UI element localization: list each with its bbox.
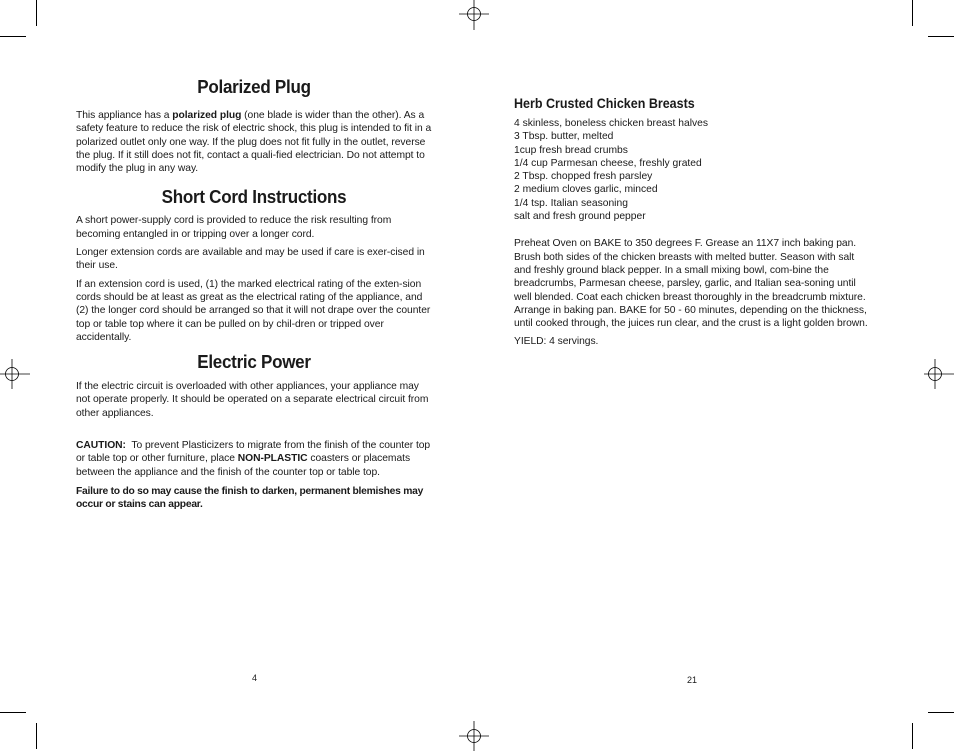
ingredient-item: 1/4 tsp. Italian seasoning [514, 197, 628, 209]
recipe-method: Preheat Oven on BAKE to 350 degrees F. Grease an 11X7 inch baking pan. Brush both sides of the chicken breasts with melted butter. Season with salt and freshly ground black pepper. In a small mixing bowl, com-bine the breadcrumbs, Parmesan cheese, parsley, garlic, and Italian sea-soning until well blended. Coat each chicken breast thoroughly in the breadcrumb mixture. Arrange in baking pan. BAKE for 50 - 60 minutes, depending on the thickness, until cooked through, the juices run clear, and the crust is a light golden brown. [514, 238, 868, 330]
ingredient-item: 2 Tbsp. chopped fresh parsley [514, 171, 653, 183]
ingredient-item: 1/4 cup Parmesan cheese, freshly grated [514, 157, 702, 169]
ingredient-item: 2 medium cloves garlic, minced [514, 184, 658, 196]
short-cord-paragraph: Longer extension cords are available and may be used if care is exer-cised in their use. [76, 247, 425, 272]
polarized-plug-text: This appliance has a polarized plug (one blade is wider than the other). As a safety feature to reduce the risk of electric shock, this plug is intended to fit in a polarized outlet only one way. If the plug does not fit fully in the outlet, reverse the plug. If it still does not fit, contact a quali-fied electrician. Do not attempt to modify the plug in any way. [76, 110, 432, 175]
ingredient-item: 4 skinless, boneless chicken breast halves [514, 118, 709, 129]
registration-mark-icon [924, 359, 954, 389]
right-page-column [514, 96, 874, 354]
page-number: 21 [687, 675, 698, 685]
registration-mark-icon [0, 359, 30, 389]
electric-power-heading: Electric Power [197, 351, 311, 373]
short-cord-paragraph: If an extension cord is used, (1) the marked electrical rating of the exten-sion cords should be at least as great as the electrical rating of the appliance, and (2) the longer cord should be arranged so that it will not drape over the counter top or table top where it can be pulled on by chil-dren or tripped over accidentally. [76, 278, 431, 343]
ingredient-item: 1cup fresh bread crumbs [514, 144, 628, 156]
warning-paragraph: Failure to do so may cause the finish to darken, permanent blemishes may occur or stains can appear. [76, 485, 424, 511]
registration-mark-icon [459, 721, 489, 751]
crop-mark [912, 0, 913, 26]
crop-mark [928, 36, 954, 37]
electric-power-paragraph: If the electric circuit is overloaded with other appliances, your appliance may not operate properly. It should be operated on a separate electrical circuit from other appliances. [76, 381, 429, 419]
polarized-plug-heading: Polarized Plug [197, 76, 311, 97]
short-cord-paragraph: A short power-supply cord is provided to reduce the risk resulting from becoming entangled in or tripping over a longer cord. [76, 215, 392, 240]
left-page-column [76, 76, 432, 517]
page-number: 4 [252, 673, 258, 683]
short-cord-heading: Short Cord Instructions [161, 186, 347, 208]
crop-mark [36, 723, 37, 749]
crop-mark [0, 712, 26, 713]
crop-mark [912, 723, 913, 749]
ingredient-item: 3 Tbsp. butter, melted [514, 131, 614, 143]
crop-mark [928, 712, 954, 713]
ingredient-item: salt and fresh ground pepper [514, 211, 646, 223]
crop-mark [36, 0, 37, 26]
recipe-yield: YIELD: 4 servings. [514, 336, 599, 348]
recipe-title: Herb Crusted Chicken Breasts [514, 96, 695, 111]
ingredient-list [514, 117, 874, 223]
caution-paragraph: CAUTION: To prevent Plasticizers to migrate from the finish of the counter top or table top or other furniture, place NON-PLASTIC coasters or placemats between the appliance and the finish of the counter top or table top. [76, 440, 433, 478]
registration-mark-icon [459, 0, 489, 30]
crop-mark [0, 36, 26, 37]
